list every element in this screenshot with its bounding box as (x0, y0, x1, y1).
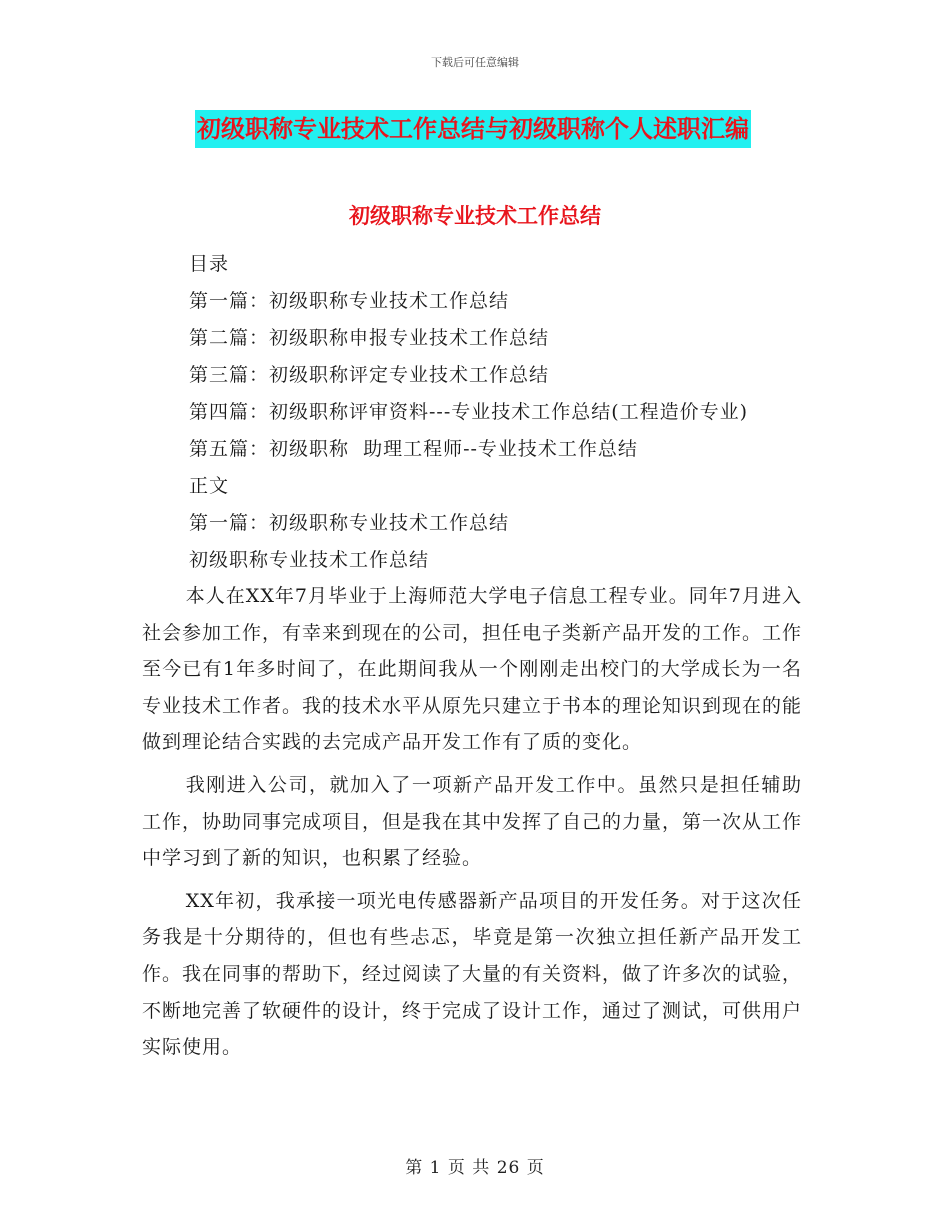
toc-item: 第四篇：初级职称评审资料---专业技术工作总结(工程造价专业) (189, 401, 749, 423)
table-of-contents (189, 246, 748, 579)
toc-heading: 目录 (189, 253, 230, 275)
page-number-footer: 第 1 页 共 26 页 (405, 1158, 545, 1178)
body-heading: 正文 (189, 475, 230, 497)
document-body (142, 578, 802, 1072)
toc-item: 第三篇：初级职称评定专业技术工作总结 (189, 364, 550, 386)
document-sub-title: 初级职称专业技术工作总结 (349, 203, 601, 228)
toc-item: 第二篇：初级职称申报专业技术工作总结 (189, 327, 550, 349)
section-heading: 第一篇：初级职称专业技术工作总结 (189, 512, 510, 534)
body-paragraph: XX年初，我承接一项光电传感器新产品项目的开发任务。对于这次任务我是十分期待的，但也有些忐忑，毕竟是第一次独立担任新产品开发工作。我在同事的帮助下，经过阅读了大量的有关资料，做了许多次的试验，不断地完善了软硬件的设计，终于完成了设计工作，通过了测试，可供用户实际使用。 (142, 889, 803, 1059)
document-main-title: 初级职称专业技术工作总结与初级职称个人述职汇编 (195, 110, 751, 148)
toc-item: 第五篇：初级职称 助理工程师--专业技术工作总结 (189, 438, 638, 460)
section-title: 初级职称专业技术工作总结 (189, 549, 430, 571)
header-note: 下载后可任意编辑 (431, 56, 519, 69)
body-paragraph: 本人在XX年7月毕业于上海师范大学电子信息工程专业。同年7月进入社会参加工作，有幸来到现在的公司，担任电子类新产品开发的工作。工作至今已有1年多时间了，在此期间我从一个刚刚走出校门的大学成长为一名专业技术工作者。我的技术水平从原先只建立于书本的理论知识到现在的能做到理论结合实践的去完成产品开发工作有了质的变化。 (142, 585, 803, 754)
body-paragraph: 我刚进入公司，就加入了一项新产品开发工作中。虽然只是担任辅助工作，协助同事完成项目，但是我在其中发挥了自己的力量，第一次从工作中学习到了新的知识，也积累了经验。 (142, 773, 803, 870)
toc-item: 第一篇：初级职称专业技术工作总结 (189, 290, 510, 312)
